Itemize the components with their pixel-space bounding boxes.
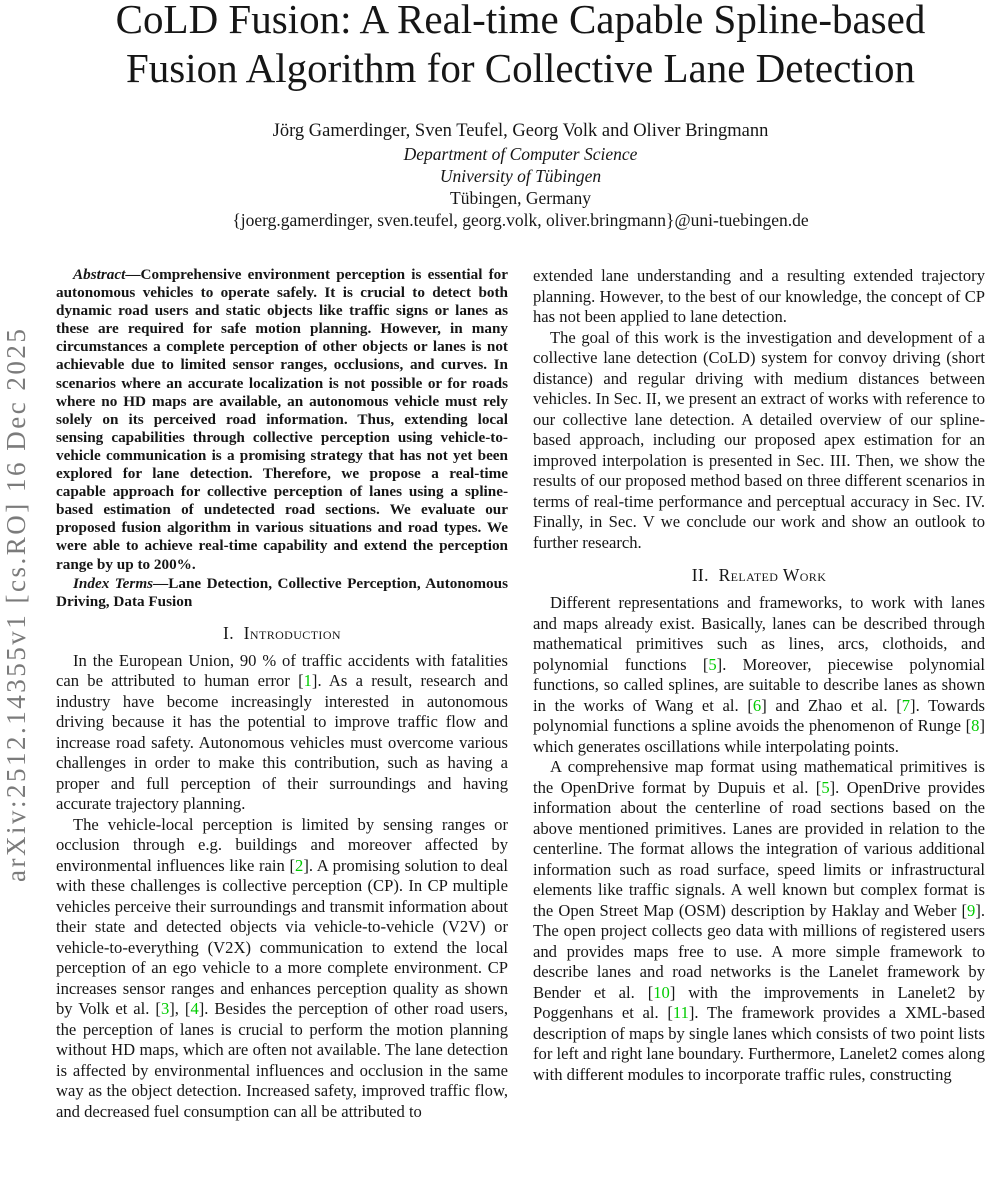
abstract-label: Abstract <box>73 266 126 283</box>
affiliation-department: Department of Computer Science <box>403 144 638 164</box>
citation-link[interactable]: 5 <box>708 654 717 674</box>
citation-link[interactable]: 8 <box>971 716 980 735</box>
section-title: Related Work <box>718 565 827 585</box>
section-heading-related-work <box>533 565 985 586</box>
right-column <box>533 266 985 1122</box>
arxiv-watermark: arXiv:2512.14355v1 [cs.RO] 16 Dec 2025 <box>1 326 31 882</box>
page-content <box>56 0 985 1122</box>
paragraph: extended lane understanding and a resulting extended trajectory planning. However, to the best of our knowledge, the concept of CP has not been applied to lane detection. <box>533 266 985 326</box>
citation-link[interactable]: 11 <box>672 1003 689 1022</box>
affiliation-location: Tübingen, Germany <box>450 188 591 208</box>
citation-link[interactable]: 6 <box>752 695 762 715</box>
citation-link[interactable]: 4 <box>190 999 199 1019</box>
paper-title-line-1: CoLD Fusion: A Real-time Capable Spline-based <box>115 0 926 42</box>
citation-link[interactable]: 1 <box>303 671 312 691</box>
paper-header <box>56 0 985 231</box>
related-work-paragraphs <box>533 593 985 1085</box>
section-heading-introduction <box>56 623 508 644</box>
index-terms <box>56 575 508 611</box>
authors-line: Jörg Gamerdinger, Sven Teufel, Georg Volk and Oliver Bringmann <box>272 121 769 141</box>
paragraph: In the European Union, 90 % of traffic accidents with fatalities can be attributed to human error [1]. As a result, research and industry have become increasingly interested in autonomous driving because it has the potential to improve traffic flow and increase road safety. Autonomous vehicles must overcome various challenges in order to make this contribution, such as having a proper and full perception of their surroundings and having accurate trajectory planning. <box>56 650 508 814</box>
paragraph: A comprehensive map format using mathematical primitives is the OpenDrive format by Dupuis et al. [5]. OpenDrive provides information about the centerline of road sections based on the above mentioned primitives. Lanes are provided in relation to the centerline. The format allows the integration of various additional information such as road surface, speed limits or infrastructural elements like traffic signals. A well known but complex format is the Open Street Map (OSM) description by Haklay and Weber [9]. The open project collects geo data with millions of registered users and provides maps free to use. A more simple framework to describe lanes and road networks is the Lanelet framework by Bender et al. [10] with the improvements in Lanelet2 by Poggenhans et al. [11]. The framework provides a XML-based description of maps by single lanes which consists of two point lists for left and right lane boundary. Furthermore, Lanelet2 comes along with different modules to incorporate traffic rules, constructing <box>533 757 985 1084</box>
two-column-body <box>56 266 985 1122</box>
index-terms-text: —Lane Detection, Collective Perception, Autonomous Driving, Data Fusion <box>56 574 508 610</box>
citation-link[interactable]: 2 <box>295 855 304 875</box>
section-title: Introduction <box>243 622 341 643</box>
section-number: I. <box>223 622 235 643</box>
citation-link[interactable]: 3 <box>160 999 170 1019</box>
left-column <box>56 266 508 1122</box>
citation-link[interactable]: 7 <box>901 695 911 715</box>
abstract <box>56 266 508 574</box>
introduction-continuation-paragraphs <box>533 266 985 553</box>
citation-link[interactable]: 10 <box>653 982 670 1002</box>
citation-link[interactable]: 5 <box>821 777 830 797</box>
paper-title <box>56 0 985 93</box>
citation-link[interactable]: 9 <box>967 900 976 920</box>
paragraph: The vehicle-local perception is limited by sensing ranges or occlusion through e.g. buildings and moreover affected by environmental influences like rain [2]. A promising solution to deal with these challenges is collective perception (CP). In CP multiple vehicles perceive their surroundings and transmit information about their state and detected objects via vehicle-to-vehicle (V2V) or vehicle-to-everything (V2X) communication to extend the local perception of an ego vehicle to a more complete environment. CP increases sensor ranges and enhances perception quality as shown by Volk et al. [3], [4]. Besides the perception of other road users, the perception of lanes is crucial to perform the motion planning without HD maps, which are often not available. The lane detection is affected by environmental influences and occlusion in the same way as the object detection. Increased safety, improved traffic flow, and decreased fuel consumption can all be attributed to <box>56 814 508 1121</box>
paragraph: The goal of this work is the investigation and development of a collective lane detection (CoLD) system for convoy driving (short distance) and regular driving with medium distances between vehicles. In Sec. II, we present an extract of works with reference to our collective lane detection. A detailed overview of our spline-based approach, including our proposed apex estimation for an improved interpolation is presented in Sec. III. Then, we show the results of our proposed method based on three different scenarios in terms of real-time performance and perceptual accuracy in Sec. IV. Finally, in Sec. V we conclude our work and show an outlook to further research. <box>533 327 985 552</box>
paragraph: Different representations and frameworks, to work with lanes and maps already exist. Basically, lanes can be described through mathematical primitives such as lines, arcs, clothoids, and polynomial functions [5]. Moreover, piecewise polynomial functions, so called splines, are suitable to describe lanes as shown in the works of Wang et al. [6] and Zhao et al. [7]. Towards polynomial functions a spline avoids the phenomenon of Runge [8] which generates oscillations while interpolating points. <box>533 593 985 756</box>
abstract-text: —Comprehensive environment perception is essential for autonomous vehicles to operate safely. It is crucial to detect both dynamic road users and static objects like traffic signs or lanes as these are required for safe motion planning. However, in many circumstances a complete perception of other objects or lanes is not achievable due to limited sensor ranges, occlusions, and curves. In scenarios where an accurate localization is not possible or for roads where no HD maps are available, an autonomous vehicle must rely solely on its perceived road information. Thus, extending local sensing capabilities through collective perception using vehicle-to-vehicle communication is a promising strategy that has not yet been explored for lane detection. Therefore, we propose a real-time capable approach for collective perception of lanes using a spline-based estimation of undetected road sections. We evaluate our proposed fusion algorithm in various situations and road types. We were able to achieve real-time capability and extend the perception range by up to 200%. <box>56 266 508 573</box>
index-terms-label: Index Terms <box>73 574 154 592</box>
author-emails: {joerg.gamerdinger, sven.teufel, georg.volk, oliver.bringmann}@uni-tuebingen.de <box>232 210 809 230</box>
affiliation-university: University of Tübingen <box>439 166 602 186</box>
introduction-paragraphs <box>56 651 508 1123</box>
paper-title-line-2: Fusion Algorithm for Collective Lane Detection <box>125 45 916 91</box>
section-number: II. <box>691 565 709 585</box>
